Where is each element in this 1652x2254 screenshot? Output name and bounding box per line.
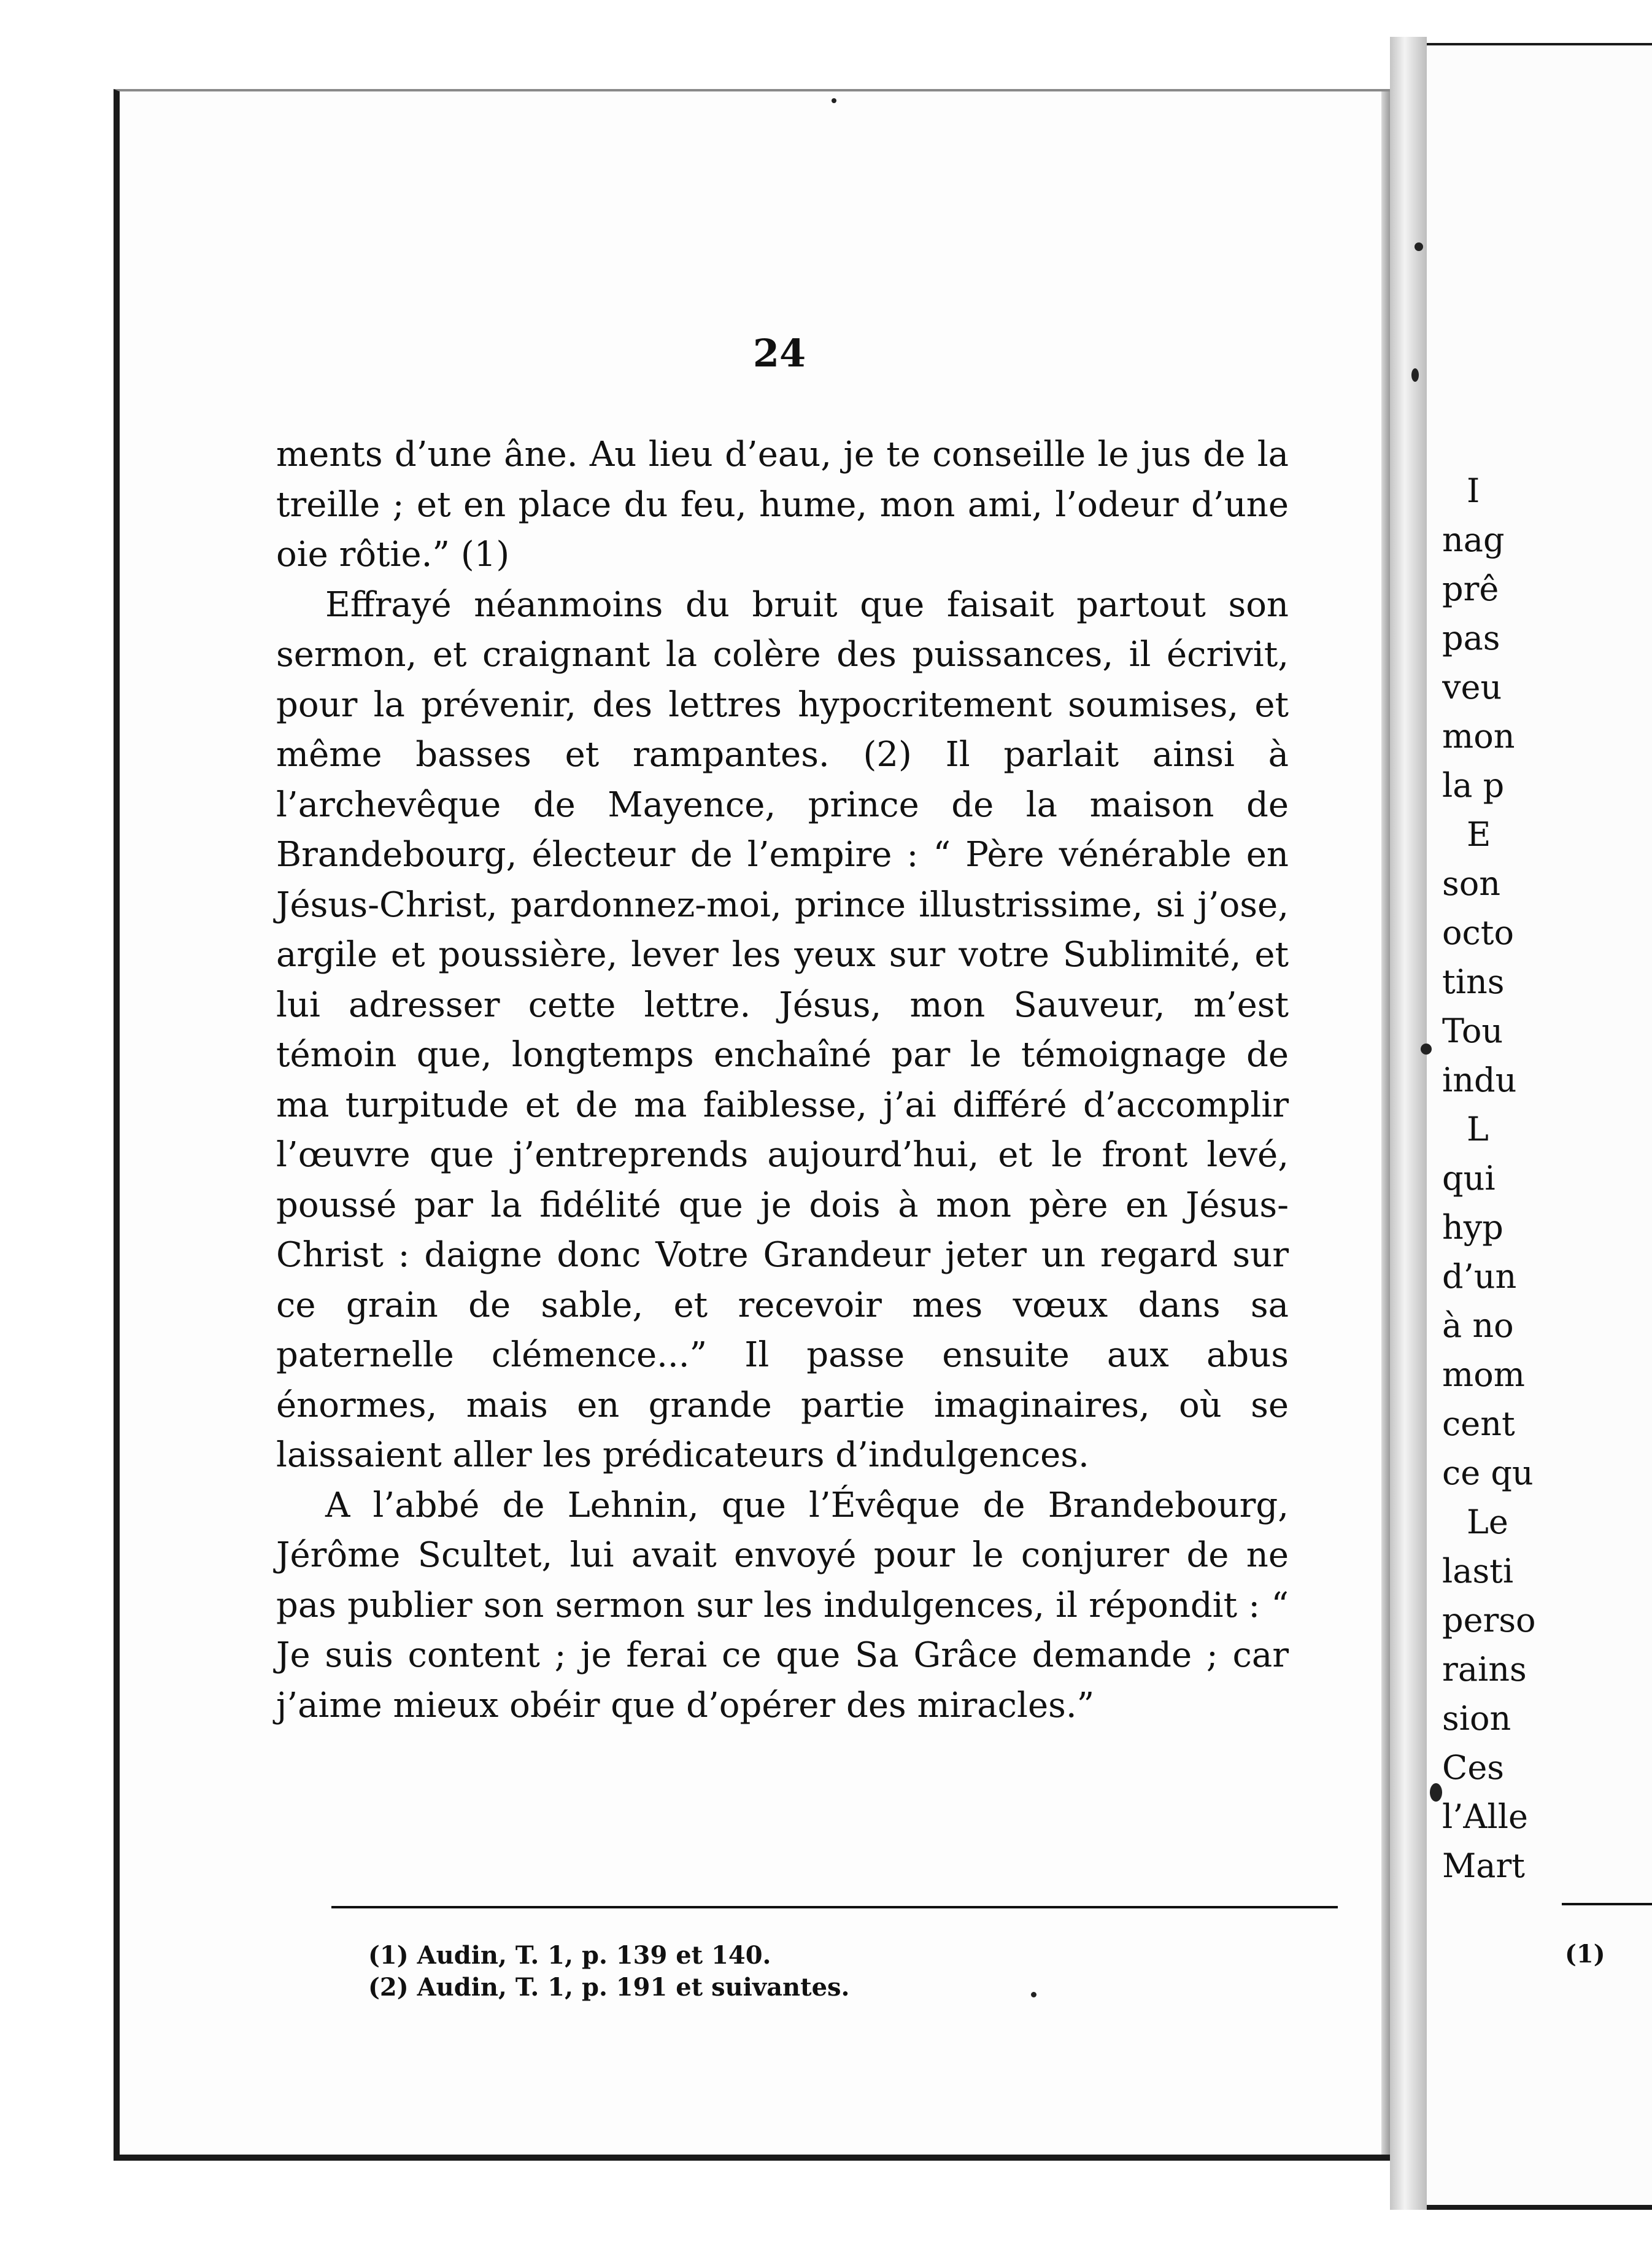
right-page-line: d’un bbox=[1442, 1257, 1517, 1296]
scan-speck bbox=[1031, 1992, 1036, 1997]
scan-speck bbox=[832, 98, 836, 103]
right-page-line: ce qu bbox=[1442, 1454, 1534, 1492]
right-page-line: Mart bbox=[1442, 1846, 1525, 1885]
right-footnote: (1) bbox=[1565, 1940, 1605, 1969]
right-page-line: nag bbox=[1442, 521, 1505, 559]
right-page-line: tins bbox=[1442, 962, 1505, 1001]
right-page-line: l’Alle bbox=[1442, 1797, 1528, 1836]
scan-speck bbox=[1415, 242, 1423, 251]
right-page-line: mon bbox=[1442, 717, 1515, 756]
right-page-line: prê bbox=[1442, 570, 1499, 608]
right-page-text bbox=[1442, 467, 1652, 1891]
body-text bbox=[276, 430, 1289, 1730]
right-page-line: son bbox=[1442, 864, 1501, 903]
right-page-line: qui bbox=[1442, 1159, 1496, 1198]
right-page-line: la p bbox=[1442, 766, 1505, 805]
footnote-rule bbox=[331, 1906, 1338, 1908]
right-page-line: mom bbox=[1442, 1355, 1525, 1394]
right-page-line: lasti bbox=[1442, 1552, 1514, 1590]
right-page-line: perso bbox=[1442, 1601, 1536, 1640]
right-page-line: Ces bbox=[1442, 1748, 1504, 1787]
paragraph-2: Effrayé néanmoins du bruit que faisait partout son sermon, et craignant la colère des puissances, il écrivit, pour la prévenir, des lettres hypocritement soumises, et même basses et rampantes. (2) Il parlait ainsi à l’archevêque de Mayence, prince de la maison de Brandebourg, électeur de l’empire : “ Père vénérable en Jésus-Christ, pardonnez-moi, prince illustrissime, si j’ose, argile et poussière, lever les yeux sur votre Sublimité, et lui adresser cette lettre. Jésus, mon Sauveur, m’est témoin que, longtemps enchaîné par le témoignage de ma turpitude et de ma faiblesse, j’ai différé d’accomplir l’œuvre que j’entreprends aujourd’hui, et le front levé, poussé par la fidélité que je dois à mon père en Jésus-Christ : daigne donc Votre Grandeur jeter un regard sur ce grain de sable, et recevoir mes vœux dans sa paternelle clémence...” Il passe ensuite aux abus énormes, mais en grande partie imaginaires, où se laissaient aller les prédicateurs d’indulgences. bbox=[276, 584, 1289, 1475]
right-page-line: sion bbox=[1442, 1699, 1511, 1738]
right-page-line: à no bbox=[1442, 1306, 1514, 1345]
right-page-line: rains bbox=[1442, 1650, 1527, 1689]
right-page-line: L bbox=[1467, 1110, 1489, 1148]
footnotes bbox=[368, 1940, 1289, 2004]
right-page-line: Tou bbox=[1442, 1012, 1503, 1050]
right-page-line: cent bbox=[1442, 1404, 1515, 1443]
book-spine bbox=[1390, 37, 1427, 2210]
right-page-line: octo bbox=[1442, 913, 1514, 952]
right-page-line: indu bbox=[1442, 1061, 1517, 1099]
scan-speck bbox=[1421, 1044, 1432, 1055]
right-page-line: I bbox=[1467, 471, 1480, 510]
right-page-line: pas bbox=[1442, 619, 1500, 657]
scan-speck bbox=[1430, 1783, 1442, 1802]
paragraph-1: ments d’une âne. Au lieu d’eau, je te conseille le jus de la treille ; et en place du feu, hume, mon ami, l’odeur d’une oie rôtie.” (1) bbox=[276, 435, 1289, 575]
paragraph-3: A l’abbé de Lehnin, que l’Évêque de Brandebourg, Jérôme Scultet, lui avait envoyé pour le conjurer de ne pas publier son sermon sur les indulgences, il répondit : “ Je suis content ; je ferai ce que Sa Grâce demande ; car j’aime mieux obéir que d’opérer des miracles.” bbox=[276, 1485, 1289, 1725]
right-page-line: hyp bbox=[1442, 1208, 1503, 1247]
right-page-line: Le bbox=[1467, 1503, 1508, 1541]
footnote-2: (2) Audin, T. 1, p. 191 et suivantes. bbox=[368, 1973, 850, 2002]
right-page-line: E bbox=[1467, 815, 1491, 854]
right-footnote-rule bbox=[1562, 1903, 1652, 1905]
right-page-line: veu bbox=[1442, 668, 1502, 707]
footnote-1: (1) Audin, T. 1, p. 139 et 140. bbox=[368, 1941, 771, 1970]
scan-speck bbox=[1411, 368, 1419, 382]
page-number: 24 bbox=[752, 331, 806, 376]
